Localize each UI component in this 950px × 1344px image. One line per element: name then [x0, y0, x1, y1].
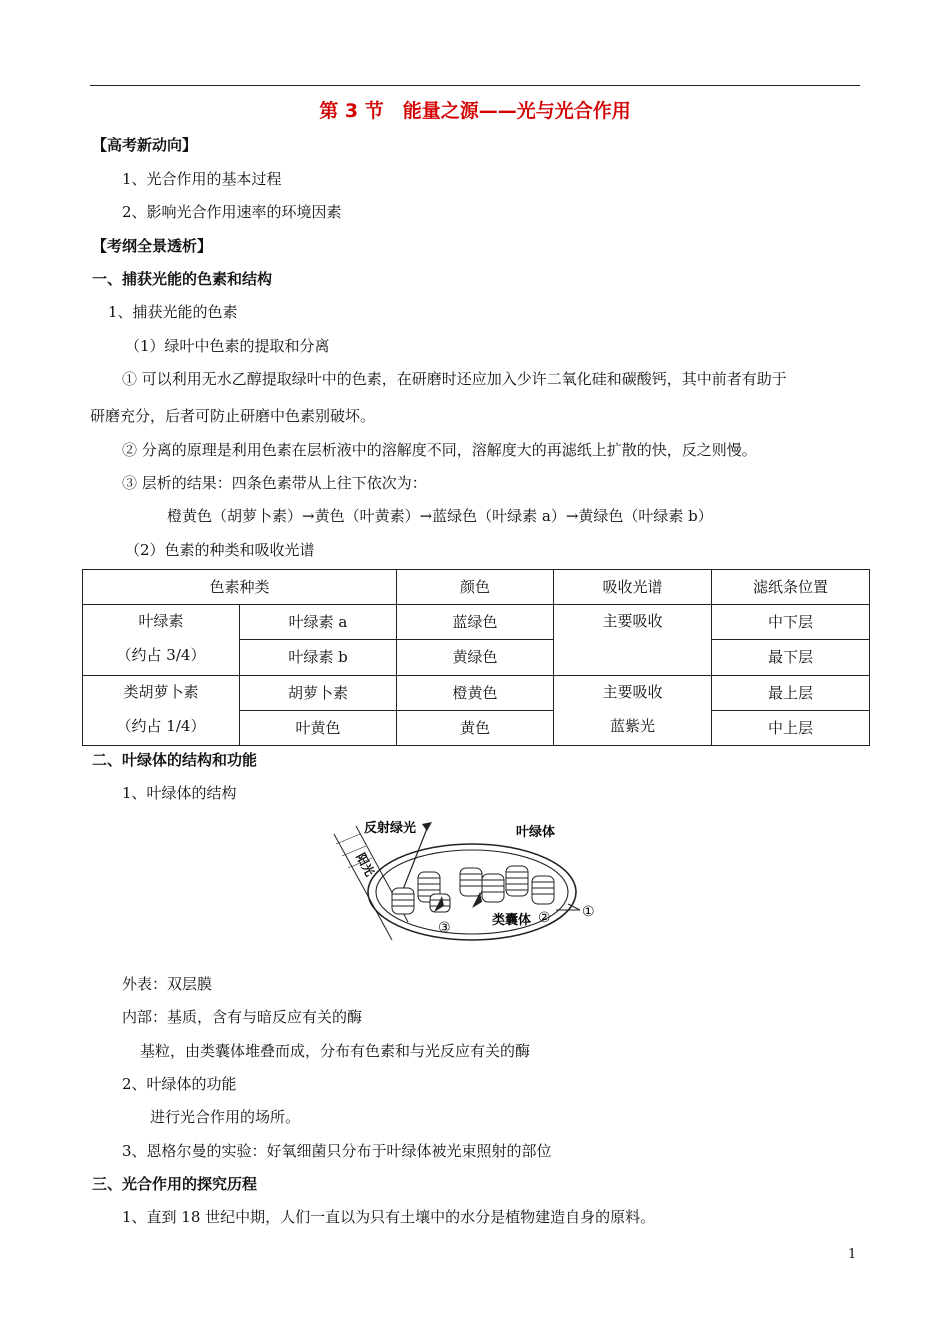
table-cell: 橙黄色: [397, 675, 554, 710]
heading-section-1: 一、捕获光能的色素和结构: [92, 270, 273, 288]
paragraph-line: 内部：基质，含有与暗反应有关的酶: [122, 1008, 363, 1026]
sunlight-label: 阳光: [353, 850, 377, 879]
table-header: 颜色: [397, 570, 554, 605]
table-cell: 叶绿素 b: [240, 640, 397, 675]
table-cell: 蓝绿色: [397, 605, 554, 640]
paragraph-line: ② 分离的原理是利用色素在层析液中的溶解度不同，溶解度大的再滤纸上扩散的快，反之则慢。: [122, 441, 757, 459]
table-cell: 最下层: [712, 640, 870, 675]
spectrum-label: 主要吸收: [602, 682, 663, 701]
paragraph-line: 1、直到 18 世纪中期，人们一直以为只有土壤中的水分是植物建造自身的原料。: [122, 1208, 656, 1226]
table-cell: 最上层: [712, 675, 870, 710]
pigment-table: [82, 569, 870, 746]
table-cell: 胡萝卜素: [240, 675, 397, 710]
page-number: 1: [848, 1247, 857, 1262]
group-label: 类胡萝卜素: [123, 682, 199, 701]
table-cell: 黄绿色: [397, 640, 554, 675]
table-cell: 中下层: [712, 605, 870, 640]
thylakoid-label: 类囊体: [492, 913, 532, 928]
label-3: ③: [438, 920, 451, 936]
table-cell-group: [83, 605, 240, 675]
heading-section-2: 二、叶绿体的结构和功能: [92, 751, 258, 769]
table-cell: 黄色: [397, 710, 554, 745]
paragraph-line: 研磨充分，后者可防止研磨中色素别破坏。: [90, 407, 376, 425]
section-title: 第 3 节 能量之源——光与光合作用: [319, 100, 631, 122]
subheading: 2、叶绿体的功能: [122, 1075, 237, 1093]
label-2: ②: [538, 910, 551, 926]
list-item: 1、光合作用的基本过程: [122, 170, 282, 188]
paragraph-line: 进行光合作用的场所。: [150, 1108, 301, 1126]
subheading: （1）绿叶中色素的提取和分离: [125, 337, 330, 355]
subheading: 1、叶绿体的结构: [122, 784, 237, 802]
subheading: 1、捕获光能的色素: [108, 303, 238, 321]
chloroplast-diagram: [330, 812, 620, 942]
subheading: 3、恩格尔曼的实验：好氧细菌只分布于叶绿体被光束照射的部位: [122, 1142, 552, 1160]
heading-syllabus-analysis: 【考纲全景透析】: [92, 237, 213, 255]
chloroplast-label: 叶绿体: [516, 825, 556, 840]
header-rule: [90, 85, 860, 86]
paragraph-line: ① 可以利用无水乙醇提取绿叶中的色素，在研磨时还应加入少许二氧化硅和碳酸钙，其中前者有助于: [122, 370, 787, 388]
table-header: 吸收光谱: [554, 570, 712, 605]
spectrum-label: 蓝紫光: [610, 716, 656, 735]
paragraph-line: 基粒，由类囊体堆叠而成，分布有色素和与光反应有关的酶: [140, 1042, 531, 1060]
table-cell: 叶绿素 a: [240, 605, 397, 640]
label-1: ①: [582, 904, 595, 920]
table-cell: 中上层: [712, 710, 870, 745]
table-cell: 叶黄色: [240, 710, 397, 745]
table-header: 滤纸条位置: [712, 570, 870, 605]
table-cell: [554, 675, 712, 745]
paragraph-line: ③ 层析的结果：四条色素带从上往下依次为：: [122, 474, 427, 492]
list-item: 2、影响光合作用速率的环境因素: [122, 203, 342, 221]
table-header: 色素种类: [83, 570, 397, 605]
paragraph-line: 外表：双层膜: [122, 975, 213, 993]
sunlight-beam: [334, 826, 408, 940]
table-cell-group: [83, 675, 240, 745]
group-label: 叶绿素: [138, 612, 184, 631]
subheading: （2）色素的种类和吸收光谱: [125, 541, 315, 559]
group-ratio: （约占 3/4）: [116, 646, 206, 665]
group-ratio: （约占 1/4）: [116, 716, 206, 735]
heading-exam-trends: 【高考新动向】: [92, 136, 198, 154]
pigment-order: 橙黄色（胡萝卜素）→黄色（叶黄素）→蓝绿色（叶绿素 a）→黄绿色（叶绿素 b）: [167, 507, 713, 525]
reflected-green-label: 反射绿光: [364, 821, 417, 836]
heading-section-3: 三、光合作用的探究历程: [92, 1175, 258, 1193]
table-cell: 主要吸收: [554, 605, 712, 675]
